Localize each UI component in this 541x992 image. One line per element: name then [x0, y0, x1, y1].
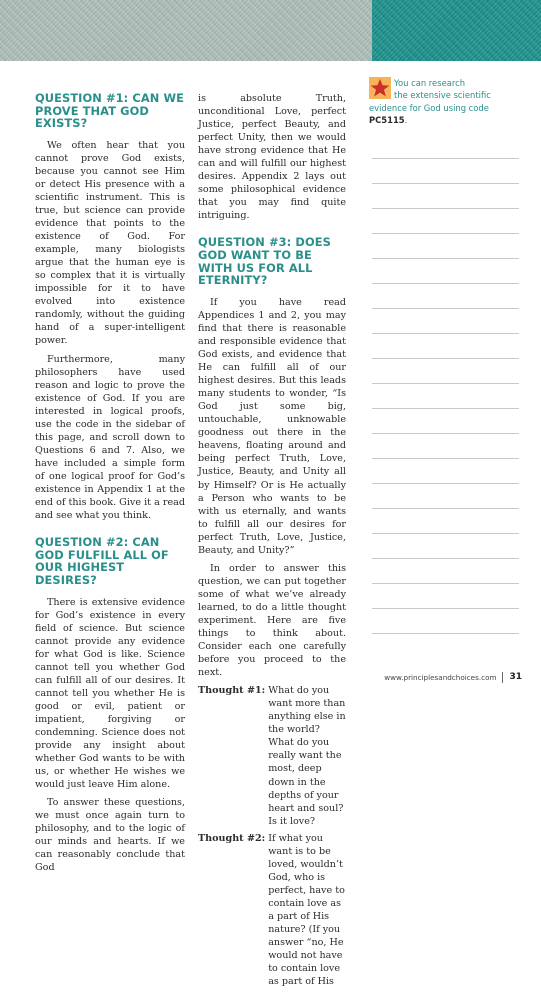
- sidebar-period: .: [404, 115, 408, 126]
- note-line: [372, 283, 519, 284]
- note-line: [372, 483, 519, 484]
- note-line: [372, 358, 519, 359]
- note-line: [372, 433, 519, 434]
- page-number: 31: [509, 672, 522, 682]
- note-line: [372, 458, 519, 459]
- question-3-heading: QUESTION #3: DOES GOD WANT TO BE WITH US FOR ALL ETERNITY?: [198, 235, 331, 288]
- header-banner-accent: [372, 0, 541, 61]
- column-left: [35, 92, 185, 880]
- thought-text: If what you want is to be loved, wouldn’t God, who is perfect, have to contain love as a part of His nature? (If you answer “no, He would not have to contain love as part of His: [268, 832, 345, 988]
- sidebar-code: PC5115: [369, 115, 405, 126]
- note-line: [372, 558, 519, 559]
- question-1-paragraph-1: We often hear that you cannot prove God exists, because you cannot see Him or detect His presence with a scientific instrument. This is true, but science can provide evidence that points to the existence of God. For example, many biologists argue that the human eye is so complex that it is virtually impossible for it to have evolved into existence randomly, without the guiding hand of a super-intelligent power.: [35, 139, 185, 347]
- note-line: [372, 508, 519, 509]
- footer-url: www.principlesandchoices.com: [384, 672, 497, 682]
- thought-label: Thought #2:: [198, 832, 266, 844]
- header-banner-texture: [0, 0, 372, 61]
- note-line: [372, 383, 519, 384]
- question-3-paragraph-2: In order to answer this question, we can put together some of what we’ve already learned, to do a little thought experiment. Here are five things to think about. Consider each one carefully before you proceed to the next.: [198, 562, 346, 679]
- column-middle: [198, 92, 346, 992]
- question-2-paragraph-2: To answer these questions, we must once again turn to philosophy, and to the logic of our minds and hearts. If we can reasonably conclude that God: [35, 797, 185, 874]
- note-line: [372, 233, 519, 234]
- sidebar-line-2: the extensive scientific: [394, 90, 491, 101]
- continued-paragraph: is absolute Truth, unconditional Love, perfect Justice, perfect Beauty, and perfect Unity, then we would have strong evidence that He can and will fulfill our highest desires. Appendix 2 lays out some philosophical evidence that you may find quite intriguing.: [198, 93, 346, 222]
- page-footer: [362, 670, 522, 684]
- note-line: [372, 633, 519, 634]
- thought-item: [198, 684, 346, 828]
- note-line: [372, 158, 519, 159]
- thought-text: What do you want more than anything else in the world? What do you really want the most, deep down in the depths of your heart and soul? Is it love?: [268, 685, 346, 827]
- note-line: [372, 183, 519, 184]
- note-line: [372, 533, 519, 534]
- note-line: [372, 208, 519, 209]
- question-3-paragraph-1: If you have read Appendices 1 and 2, you may find that there is reasonable and responsible evidence that God exists, and evidence that He can fulfill all of our highest desires. But this leads many students to wonder, “Is God just some big, untouchable, unknowable goodness out there in the heavens, floating around and being perfect Truth, Love, Justice, Beauty, and Unity all by Himself? Or is He actually a Person who wants to be with us eternally, and wants to fulfill all our desires for perfect Truth, Love, Justice, Beauty, and Unity?”: [198, 296, 346, 556]
- question-1-heading: QUESTION #1: CAN WE PROVE THAT GOD EXISTS?: [35, 91, 185, 131]
- note-line: [372, 608, 519, 609]
- sidebar-research-note: [369, 77, 519, 127]
- note-line: [372, 583, 519, 584]
- footer-divider: [502, 672, 503, 683]
- note-line: [372, 308, 519, 309]
- thought-item: [198, 832, 346, 989]
- sidebar-line-3: evidence for God using code: [369, 102, 489, 113]
- note-line: [372, 258, 519, 259]
- star-icon: [369, 77, 391, 99]
- thought-label: Thought #1:: [198, 685, 266, 697]
- note-line: [372, 408, 519, 409]
- sidebar-text: [369, 77, 519, 127]
- question-2-paragraph-1: There is extensive evidence for God’s existence in every field of science. But science cannot provide any evidence for what God is like. Science cannot tell you whether God can fulfill all of our desires. It cannot tell you whether He is good or evil, patient or impatient, forgiving or condemning. Science does not provide any insight about whether God wants to be with us, or whether He wishes we would just leave Him alone.: [35, 596, 185, 791]
- note-line: [372, 333, 519, 334]
- question-1-paragraph-2: Furthermore, many philosophers have used reason and logic to prove the existence of God. If you are interested in logical proofs, use the code in the sidebar of this page, and scroll down to Questions 6 and 7. Also, we have included a simple form of one logical proof for God’s existence in Appendix 1 at the end of this book. Give it a read and see what you think.: [35, 353, 185, 522]
- sidebar-line-1: You can research: [394, 78, 466, 88]
- question-2-heading: QUESTION #2: CAN GOD FULFILL ALL OF OUR HIGHEST DESIRES?: [35, 535, 169, 587]
